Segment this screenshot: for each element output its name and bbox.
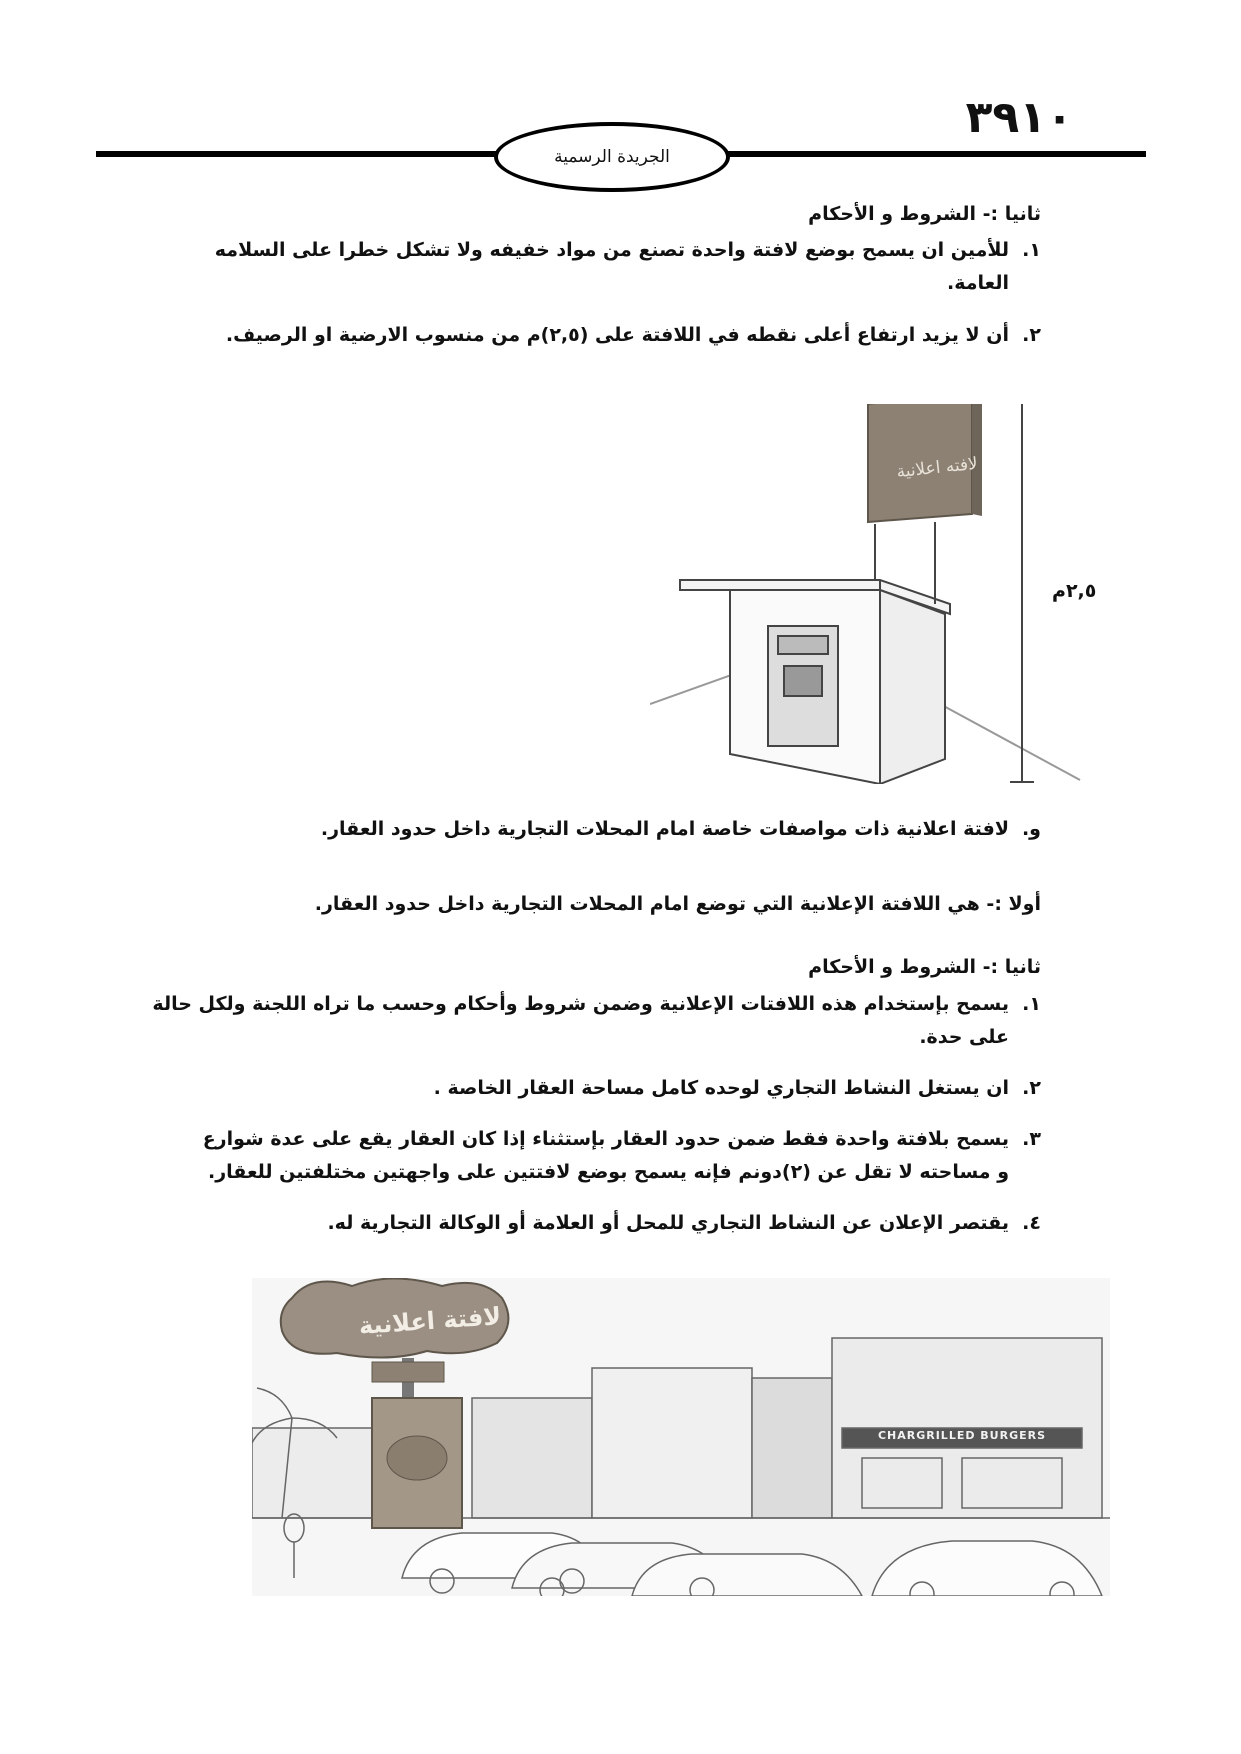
page-number: ٣٩١٠ bbox=[965, 92, 1073, 143]
gazette-oval bbox=[494, 122, 730, 192]
title-text: لافتة اعلانية ذات مواصفات خاصة امام المحلات التجارية داخل حدود العقار. bbox=[320, 818, 1009, 840]
section2-item1 bbox=[31, 989, 1041, 1019]
section2-heading: ثانيا :- الشروط و الأحكام bbox=[808, 956, 1041, 978]
kiosk-sign-text: لافته اعلانية bbox=[895, 453, 979, 483]
item-number: ٤. bbox=[1022, 1212, 1041, 1234]
item-number: ٢. bbox=[1022, 324, 1041, 346]
item-number: ١. bbox=[1022, 239, 1041, 261]
item-text: للأمين ان يسمح بوضع لافتة واحدة تصنع من مواد خفيفه ولا تشكل خطرا على السلامه bbox=[214, 239, 1009, 261]
section1-heading: ثانيا :- الشروط و الأحكام bbox=[808, 203, 1041, 225]
section2-item3 bbox=[31, 1124, 1041, 1154]
item-letter: و. bbox=[1021, 818, 1041, 840]
item-number: ٣. bbox=[1022, 1128, 1041, 1150]
item-number: ٢. bbox=[1022, 1077, 1041, 1099]
section2-first: أولا :- هي اللافتة الإعلانية التي توضع امام المحلات التجارية داخل حدود العقار. bbox=[314, 893, 1041, 915]
section2-item2 bbox=[41, 1073, 1041, 1103]
pole-sign-text: لافتة اعلانية bbox=[357, 1302, 503, 1340]
kiosk-sign-illustration bbox=[650, 404, 1120, 784]
item-text: أن لا يزيد ارتفاع أعلى نقطه في اللافتة على (٢,٥)م من منسوب الارضية او الرصيف. bbox=[225, 324, 1009, 346]
section2-item4 bbox=[41, 1208, 1041, 1238]
section1-item2 bbox=[141, 320, 1041, 350]
section2-item3-cont: و مساحته لا تقل عن (٢)دونم فإنه يسمح بوضع لافتتين على واجهتين مختلفتين للعقار. bbox=[207, 1161, 1009, 1183]
dimension-label: ٢,٥م bbox=[1052, 580, 1097, 602]
item-number: ١. bbox=[1022, 993, 1041, 1015]
store-banner-text: CHARGRILLED BURGERS bbox=[877, 1429, 1047, 1442]
gazette-label: الجريدة الرسمية bbox=[554, 147, 670, 167]
item-text: يقتصر الإعلان عن النشاط التجاري للمحل أو العلامة أو الوكالة التجارية له. bbox=[327, 1212, 1009, 1234]
section2-item1-cont: على حدة. bbox=[919, 1026, 1009, 1048]
item-text: ان يستغل النشاط التجاري لوحده كامل مساحة العقار الخاصة . bbox=[433, 1077, 1009, 1099]
item-text: يسمح بإستخدام هذه اللافتات الإعلانية وضمن شروط وأحكام وحسب ما تراه اللجنة ولكل حالة bbox=[152, 993, 1009, 1015]
section1-item1-cont: العامة. bbox=[946, 272, 1009, 294]
section2-title bbox=[101, 814, 1041, 844]
section1-item1 bbox=[31, 235, 1041, 265]
item-text: يسمح بلافتة واحدة فقط ضمن حدود العقار بإستثناء إذا كان العقار يقع على عدة شوارع bbox=[202, 1128, 1009, 1150]
